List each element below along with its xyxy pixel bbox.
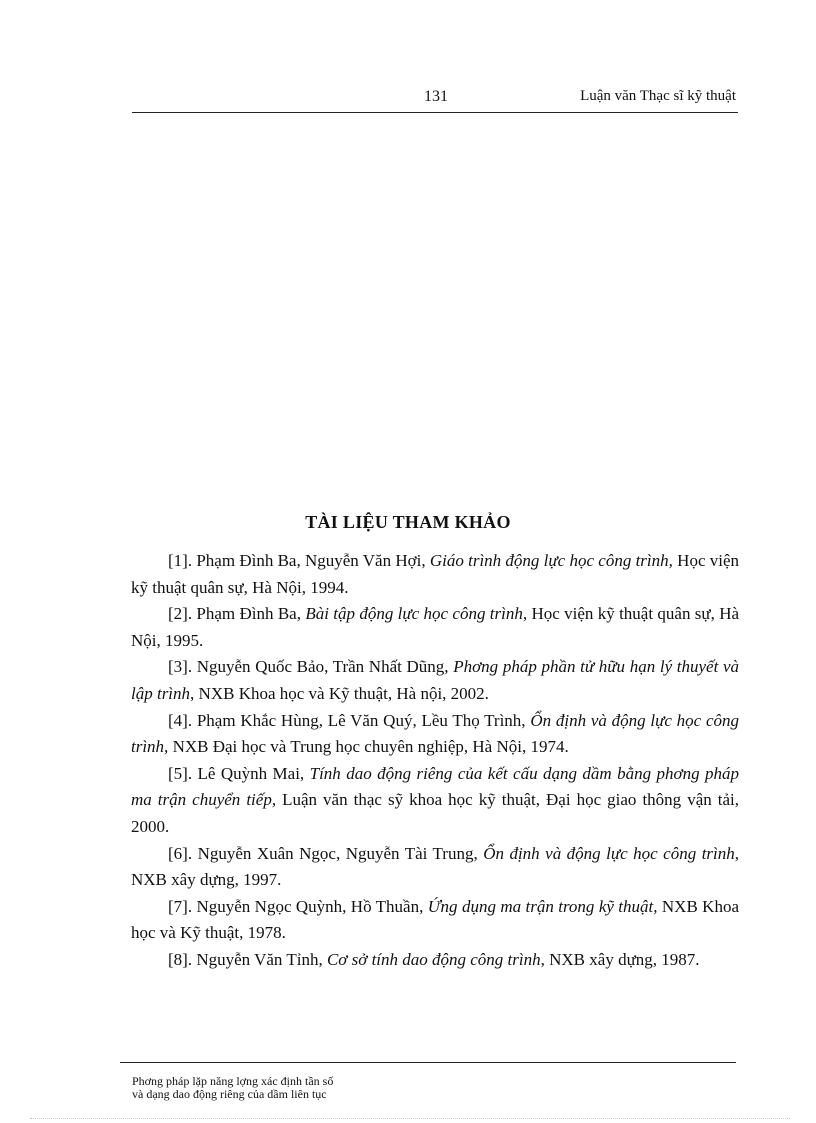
reference-number: [8]. <box>168 949 193 969</box>
page-edge-dots <box>30 1118 790 1119</box>
reference-authors: Nguyễn Quốc Bảo, Trần Nhất Dũng, <box>196 657 449 677</box>
reference-work: Ổn định và động lực học công trình <box>483 843 735 863</box>
reference-item <box>131 708 739 761</box>
reference-work: Bài tập động lực học công trình <box>305 604 523 624</box>
page-footer <box>132 1075 333 1101</box>
reference-item <box>131 894 739 947</box>
reference-authors: Phạm Khắc Hùng, Lê Văn Quý, Lều Thọ Trình, <box>196 710 526 730</box>
page-header <box>132 86 738 113</box>
reference-item <box>131 947 739 974</box>
reference-publisher: Học viện kỹ thuật quân sự, Hà Nội, 1994. <box>131 551 740 597</box>
reference-publisher: , Học viện kỹ thuật quân sự, Hà Nội, 1995. <box>131 604 740 650</box>
reference-authors: Nguyễn Văn Tỉnh, <box>196 949 323 969</box>
reference-work: Tính dao động riêng của kết cấu dạng dầm bằng phơng pháp ma trận chuyển tiếp, <box>131 763 740 810</box>
reference-work: Ổn định và động lực học công trình, <box>131 710 740 757</box>
page-number: 131 <box>424 88 448 105</box>
reference-publisher: , NXB xây dựng, 1987. <box>540 949 700 969</box>
reference-number: [1]. <box>168 551 193 570</box>
reference-work: Ứng dụng ma trận trong kỹ thuật, <box>427 896 658 916</box>
reference-number: [6]. <box>168 843 193 863</box>
reference-item <box>131 601 739 654</box>
footer-line-1: Phơng pháp lặp năng lợng xác định tần số <box>132 1074 334 1088</box>
reference-work: Giáo trình động lực học công trình, <box>429 551 673 570</box>
reference-number: [5]. <box>168 763 193 783</box>
reference-authors: Nguyễn Xuân Ngọc, Nguyễn Tài Trung, <box>197 843 478 863</box>
reference-work: Cơ sở tính dao động công trình <box>326 949 541 969</box>
reference-number: [7]. <box>168 896 193 916</box>
section-title: TÀI LIỆU THAM KHẢO <box>305 512 511 532</box>
reference-number: [4]. <box>168 710 193 730</box>
reference-publisher: , NXB Khoa học và Kỹ thuật, Hà nội, 2002. <box>190 683 489 703</box>
footer-divider <box>120 1062 736 1063</box>
reference-publisher: NXB Khoa học và Kỹ thuật, 1978. <box>131 896 739 943</box>
reference-authors: Nguyễn Ngọc Quỳnh, Hồ Thuần, <box>196 896 424 916</box>
reference-number: [2]. <box>168 604 193 624</box>
footer-line-2: và dạng dao động riêng của dầm liên tục <box>132 1087 327 1101</box>
reference-work: Phơng pháp phần tử hữu hạn lý thuyết và lập trình <box>131 657 740 703</box>
reference-authors: Lê Quỳnh Mai, <box>197 763 305 783</box>
reference-item <box>131 548 739 601</box>
reference-item <box>131 654 739 707</box>
reference-number: [3]. <box>168 657 193 677</box>
reference-list <box>131 548 739 974</box>
reference-publisher: , NXB xây dựng, 1997. <box>131 843 740 890</box>
running-title: Luận văn Thạc sĩ kỹ thuật <box>580 88 736 104</box>
reference-item <box>131 761 739 841</box>
reference-publisher: NXB Đại học và Trung học chuyên nghiệp, Hà Nội, 1974. <box>172 737 569 757</box>
reference-authors: Phạm Đình Ba, <box>196 604 301 624</box>
reference-authors: Phạm Đình Ba, Nguyễn Văn Hợi, <box>196 551 426 570</box>
reference-item <box>131 841 739 894</box>
reference-publisher: Luận văn thạc sỹ khoa học kỹ thuật, Đại học giao thông vận tải, 2000. <box>131 790 740 836</box>
